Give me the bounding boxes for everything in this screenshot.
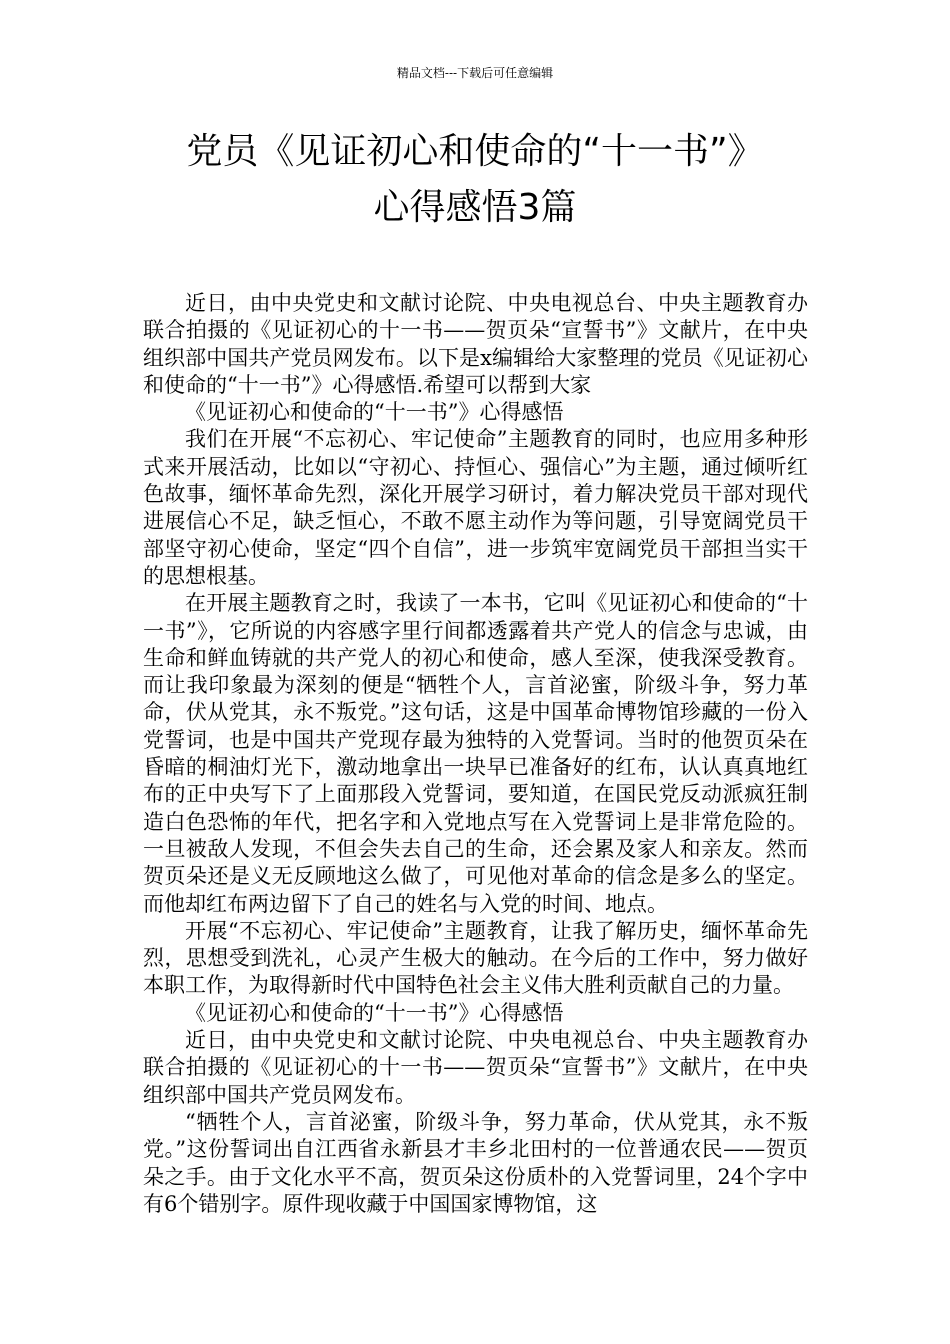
- document-title: [100, 124, 850, 236]
- title-line-2: 心得感悟3篇: [373, 187, 577, 228]
- body-paragraph: “牺牲个人，言首泌蜜，阶级斗争，努力革命，伏从党其，永不叛党。”这份誓词出自江西省永新县才丰乡北田村的一位普通农民——贺页朵之手。由于文化水平不高，贺页朵这份质朴的入党誓词里，24个字中有6个错别字。原件现收藏于中国国家博物馆，这: [143, 1109, 808, 1216]
- title-line-1: 党员《见证初心和使命的“十一书”》: [186, 131, 764, 172]
- body-paragraph: 近日，由中央党史和文献讨论院、中央电视总台、中央主题教育办联合拍摄的《见证初心的十一书——贺页朵“宣誓书”》文献片，在中央组织部中国共产党员网发布。: [143, 1028, 808, 1107]
- body-paragraph: 开展“不忘初心、牢记使命”主题教育，让我了解历史，缅怀革命先烈，思想受到洗礼，心灵产生极大的触动。在今后的工作中，努力做好本职工作，为取得新时代中国特色社会主义伟大胜利贡献自己的力量。: [143, 918, 808, 998]
- body-paragraph: 在开展主题教育之时，我读了一本书，它叫《见证初心和使命的“十一书”》，它所说的内容感字里行间都透露着共产党人的信念与忠诚，由生命和鲜血铸就的共产党人的初心和使命，感人至深，使我深受教育。而让我印象最为深刻的便是“牺牲个人，言首泌蜜，阶级斗争，努力革命，伏从党其，永不叛党。”这句话，这是中国革命博物馆珍藏的一份入党誓词，也是中国共产党现存最为独特的入党誓词。当时的他贺页朵在昏暗的桐油灯光下，激动地拿出一块早已准备好的红布，认认真真地红布的正中央写下了上面那段入党誓词，要知道，在国民党反动派疯狂制造白色恐怖的年代，把名字和入党地点写在入党誓词上是非常危险的。一旦被敌人发现，不但会失去自己的生命，还会累及家人和亲友。然而贺页朵还是义无反顾地这么做了，可见他对革命的信念是多么的坚定。而他却红布两边留下了自己的姓名与入党的时间、地点。: [143, 591, 808, 916]
- section-heading: 《见证初心和使命的“十一书”》心得感悟: [185, 1000, 564, 1025]
- body-paragraph: 我们在开展“不忘初心、牢记使命”主题教育的同时，也应用多种形式来开展活动，比如以“守初心、持恒心、强信心”为主题，通过倾听红色故事，缅怀革命先烈，深化开展学习研讨，着力解决党员干部对现代进展信心不足，缺乏恒心，不敢不愿主动作为等问题，引导宽阔党员干部坚守初心使命，坚定“四个自信”，进一步筑牢宽阔党员干部担当实干的思想根基。: [143, 427, 808, 588]
- header-note: 精品文档---下载后可任意编辑: [396, 66, 554, 80]
- section-heading: 《见证初心和使命的“十一书”》心得感悟: [185, 400, 564, 425]
- intro-paragraph: 近日，由中央党史和文献讨论院、中央电视总台、中央主题教育办联合拍摄的《见证初心的十一书——贺页朵“宣誓书”》文献片，在中央组织部中国共产党员网发布。以下是x编辑给大家整理的党员《见证初心和使命的“十一书”》心得感悟.希望可以帮到大家: [143, 291, 808, 397]
- document-body: [143, 290, 808, 1218]
